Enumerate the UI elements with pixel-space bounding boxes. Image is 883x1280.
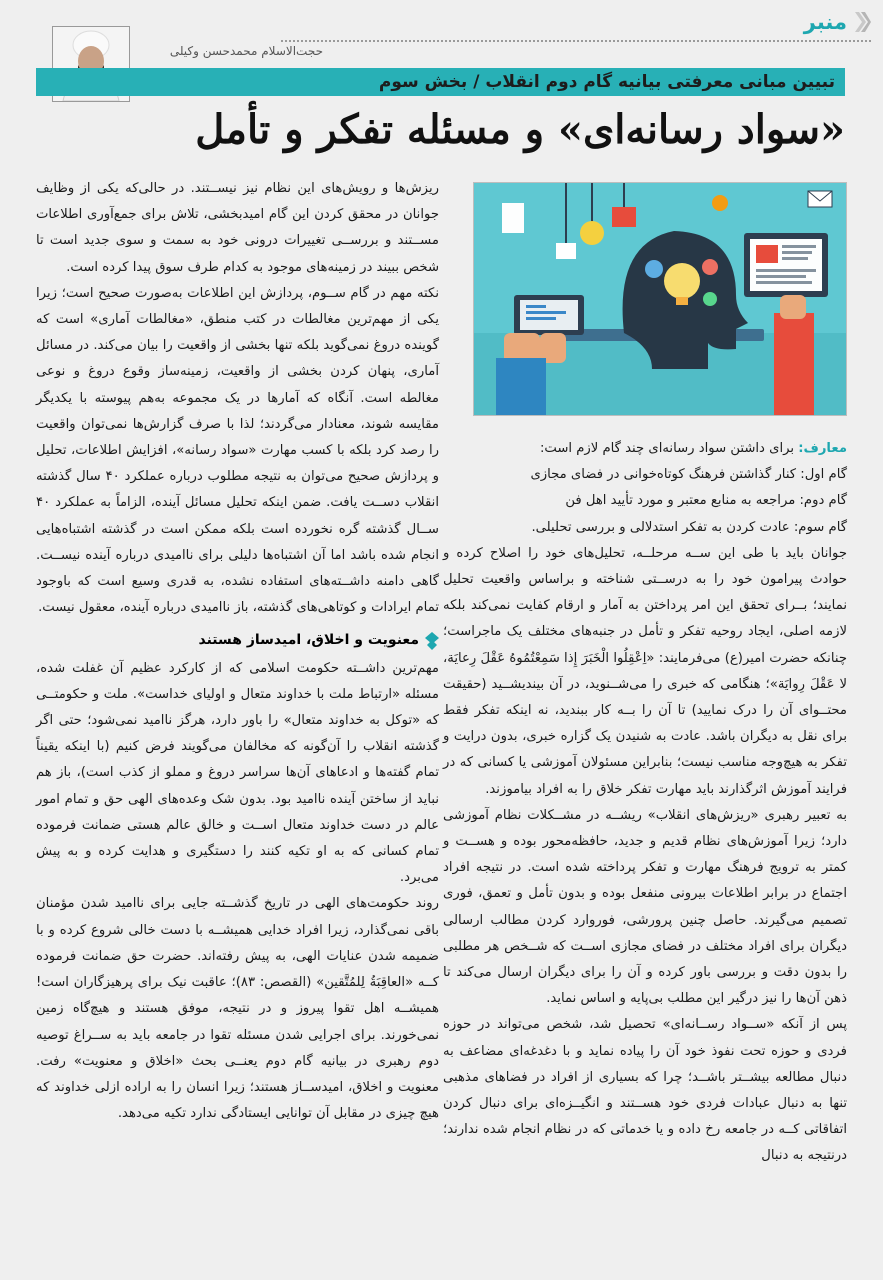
paragraph: جوانان باید با طی این ســه مرحلــه، تحلیل‌های خود را اصلاح کرده و حوادث پیرامون خود را به درســتی شناخته و براساس واقعیت تحلیل نمایند؛ بــرای تحقق این امر پرداختن به آمار و ارقام کفایت نمی‌کند بلکه لازمه اصلی، ایجاد روحیه تفکر و تأمل در جنبه‌های مختلف یک ماجراست؛ چنانکه حضرت امیر(ع) می‌فرمایند: «اِعْقِلُوا الْخَبَرَ إِذا سَمِعْتُمُوهُ عَقْلَ رِعایَة، لا عَقْلَ رِوایَة»؛ هنگامی که خبری را می‌شــنوید، در آن بیندیشــید (حقیقت محتــوای آن را درک نمایید) تا آن را بــه کار ببندید، نه اینکه تفکر فقط برای نقل به دیگران باشد. عادت به شنیدن یک گزاره خبری، بدون درایت و تفکر به هیچ‌وجه مناسب نیست؛ بنابراین مسئولان آموزشی یا کسانی که در فرایند آموزش اثرگذارند باید مهارت تفکر خلاق را به افراد بیاموزند. xyxy=(443,545,847,797)
intro-text: برای داشتن سواد رسانه‌ای چند گام لازم است: xyxy=(539,441,799,456)
step-item: گام دوم: مراجعه به منابع معتبر و مورد تأیید اهل فن xyxy=(565,493,847,509)
step-item: گام اول: کنار گذاشتن فرهنگ کوتاه‌خوانی در فضای مجازی xyxy=(530,467,847,483)
step-item: گام سوم: عادت کردن به تفکر استدلالی و بررسی تحلیلی. xyxy=(531,519,847,535)
section-tag xyxy=(804,10,871,34)
paragraph: ریزش‌ها و رویش‌های این نظام نیز نیســتند. در حالی‌که یکی از وظایف جوانان در محقق کردن این گام امیدبخشی، تلاش برای جمع‌آوری اطلاعات مســتند و بررســی تغییرات درونی خود به سمت و سوی جدید است تا شخص ببیند در زمینه‌های موجود به کدام طرف سوق پیدا کرده است. xyxy=(36,181,439,275)
section-name: منبر xyxy=(803,10,847,34)
intro-paragraph xyxy=(443,436,847,462)
paragraph: روند حکومت‌های الهی در تاریخ گذشــته جایی برای ناامید شدن مؤمنان باقی نمی‌گذارد، زیرا افراد خدایی همیشــه با دست خالی شروع کرده و با ضمیمه شدن عنایات الهی، به پیش رفته‌اند. حضرت حق ضمانت فرموده کــه «العاقِبَةُ لِلمُتَّقین» (القصص: ۸۳)؛ عاقبت نیک برای پرهیزگاران است! همیشــه اهل تقوا پیروز و در نتیجه، موفق هستند و هیچ‌گاه زمین نمی‌خورند. برای اجرایی شدن مسئله تقوا در جامعه باید به ســراغ توصیه دوم رهبری در بیانیه گام دوم یعنــی بحث «اخلاق و معنویت» رفت. معنویت و اخلاق، امیدســاز هستند؛ زیرا انسان را به اراده ازلی خداوند که هیچ چیزی در مقابل آن توانایی ایستادگی ندارد تکیه می‌دهد. xyxy=(36,896,440,1122)
media-literacy-illustration xyxy=(473,182,847,416)
diamond-bullet-icon xyxy=(425,632,439,650)
paragraph: نکته مهم در گام ســوم، پردازش این اطلاعات به‌صورت صحیح است؛ زیرا یکی از مهم‌ترین مغالطات در کتب منطق، «مغالطات آماری» است که گوینده دروغ نمی‌گوید بلکه تنها بخشی از واقعیت را بیان می‌کند. در مسائل آماری، پنهان کردن بخشی از واقعیت، زمینه‌ساز وقوع دروغ و نوعی مغالطه است. آنگاه که آمارها در یک مجموعه به‌هم پیوسته با یکدیگر مقایسه شوند، معنادار می‌گردند؛ لذا با صرف گزارش‌ها نمی‌توان واقعیت را رصد کرد بلکه با کسب مهارت «سواد رسانه»، افزایش اطلاعات، تحلیل و پردازش صحیح می‌توان به نتیجه مطلوب درباره عملکرد ۴۰ سال گذشته انقلاب دســت یافت. ضمن اینکه تحلیل مسائل آینده، الزاماً به عملکرد ۴۰ ســال گذشته گره نخورده است بلکه ممکن است در گذشته اشتباه‌هایی انجام شده باشد اما آن اشتباه‌ها دلیلی برای ناامیدی درباره آینده نیســت. گاهی دامنه داشــته‌های استفاده نشده، به قدری وسیع است که باوجود تمام ایرادات و کوتاهی‌های گذشته، باز ناامیدی درباره آینده، معقول نیست. xyxy=(36,285,440,616)
author-name: حجت‌الاسلام محمدحسن وکیلی xyxy=(169,44,323,58)
left-column xyxy=(36,176,439,1127)
chevron-icon xyxy=(853,11,871,33)
page-title: «سواد رسانه‌ای» و مسئله تفکر و تأمل xyxy=(195,106,845,153)
header-divider xyxy=(281,40,871,42)
intro-label: معارف: xyxy=(798,441,847,456)
subheading xyxy=(36,627,439,653)
right-column xyxy=(443,436,847,1170)
series-title: تبیین مبانی معرفتی بیانیه گام دوم انقلاب / بخش سوم xyxy=(378,72,835,92)
subheading-text: معنویت و اخلاق، امیدساز هستند xyxy=(198,632,419,649)
paragraph: مهم‌ترین داشــته حکومت اسلامی که از کارکرد عظیم آن غفلت شده، مسئله «ارتباط ملت با خداوند متعال و اولیای خداست». ملت و حکومتــی که «توکل به خداوند متعال» را باور دارد، هرگز ناامید نمی‌شود؛ حتی اگر گذشته انقلاب را آن‌گونه که مخالفان می‌گویند فرض کنیم (با اینکه یقیناً تمام گفته‌ها و ادعاهای آن‌ها سراسر دروغ و مملو از کذب است)، باز هم نباید از ساختن آینده ناامید بود. بدون شک وعده‌های الهی حق و تمام امور عالم در دست خداوند متعال اســت و خالق عالم هستی ضمانت فرموده تمام کسانی که به او تکیه کنند را دستگیری و هدایت کرده و به پیش می‌برد. xyxy=(36,660,439,886)
series-banner xyxy=(36,68,845,96)
paragraph: به تعبیر رهبری «ریزش‌های انقلاب» ریشــه در مشــکلات نظام آموزشی دارد؛ زیرا آموزش‌های نظام قدیم و جدید، حافظه‌محور بوده و هســت و کمتر به ترویج فرهنگ مهارت و تفکر پرداخته شده است. در نتیجه افراد اجتماع در برابر اطلاعات بیرونی منفعل بوده و بدون تأمل و تعمق، فوری تصمیم می‌گیرند. حاصل چنین پرورشی، فوروارد کردن مطالب ارسالی دیگران برای افراد مختلف در فضای مجازی اســت که شــخص هر مطلبی را بدون دقت و بررسی باور کرده و آن را برای دیگران ارسال می‌کند تا ذهن آن‌ها را نیز درگیر این مطلب بی‌پایه و اساس نماید. xyxy=(443,807,847,1007)
paragraph: پس از آنکه «ســواد رســانه‌ای» تحصیل شد، شخص می‌تواند در حوزه فردی و حوزه تحت نفوذ خود آن را پیاده نماید و با دغدغه‌ای مضاعف به دنبال مطالعه بیشــتر باشــد؛ چرا که بسیاری از افراد در فضاهای مذهبی تنها به دنبال عبادات فردی خود هســتند و انگیــزه‌ای برای دنبال کردن اتفاقاتی کــه در جامعه رخ داده و یا خدماتی که در نظام انجام شده ندارند؛ درنتیجه به دنبال xyxy=(443,1017,847,1164)
